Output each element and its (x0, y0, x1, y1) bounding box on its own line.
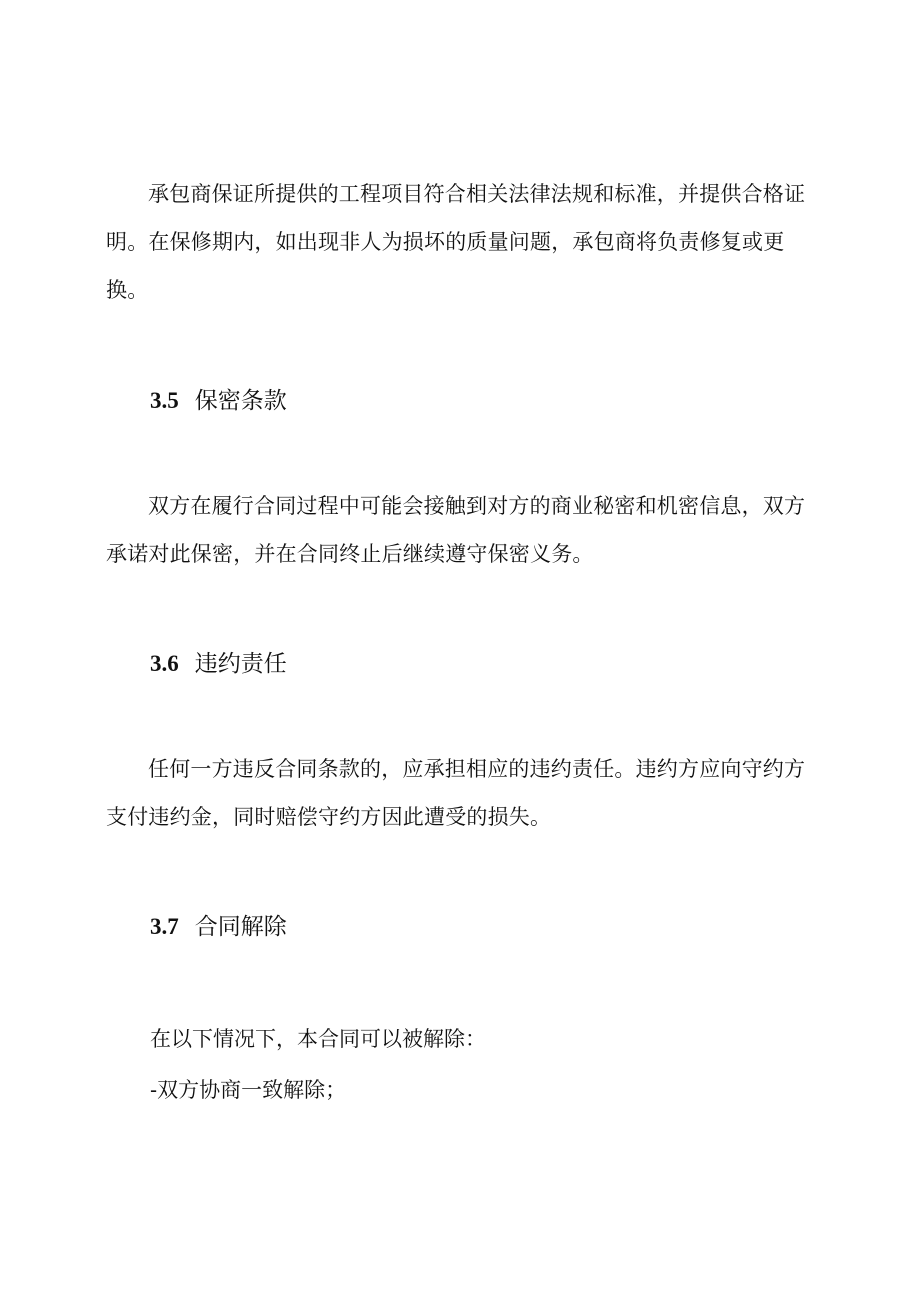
section-heading-3-6 (150, 649, 287, 679)
list-item: -双方协商一致解除； (150, 1078, 347, 1102)
section-title: 保密条款 (194, 388, 287, 414)
section-title: 违约责任 (194, 651, 287, 677)
section-heading-3-5 (150, 386, 287, 416)
termination-intro: 在以下情况下，本合同可以被解除： (150, 1027, 486, 1051)
section-title: 合同解除 (194, 914, 287, 940)
section-number: 3.7 (150, 914, 179, 939)
warranty-paragraph: 承包商保证所提供的工程项目符合相关法律法规和标准，并提供合格证明。在保修期内，如出现非人为损坏的质量问题，承包商将负责修复或更换。 (106, 182, 806, 302)
liability-paragraph: 任何一方违反合同条款的，应承担相应的违约责任。违约方应向守约方支付违约金，同时赔偿守约方因此遭受的损失。 (106, 757, 806, 829)
section-heading-3-7 (150, 912, 287, 942)
section-number: 3.5 (150, 388, 179, 413)
section-number: 3.6 (150, 651, 179, 676)
confidentiality-paragraph: 双方在履行合同过程中可能会接触到对方的商业秘密和机密信息，双方承诺对此保密，并在合同终止后继续遵守保密义务。 (106, 494, 806, 566)
